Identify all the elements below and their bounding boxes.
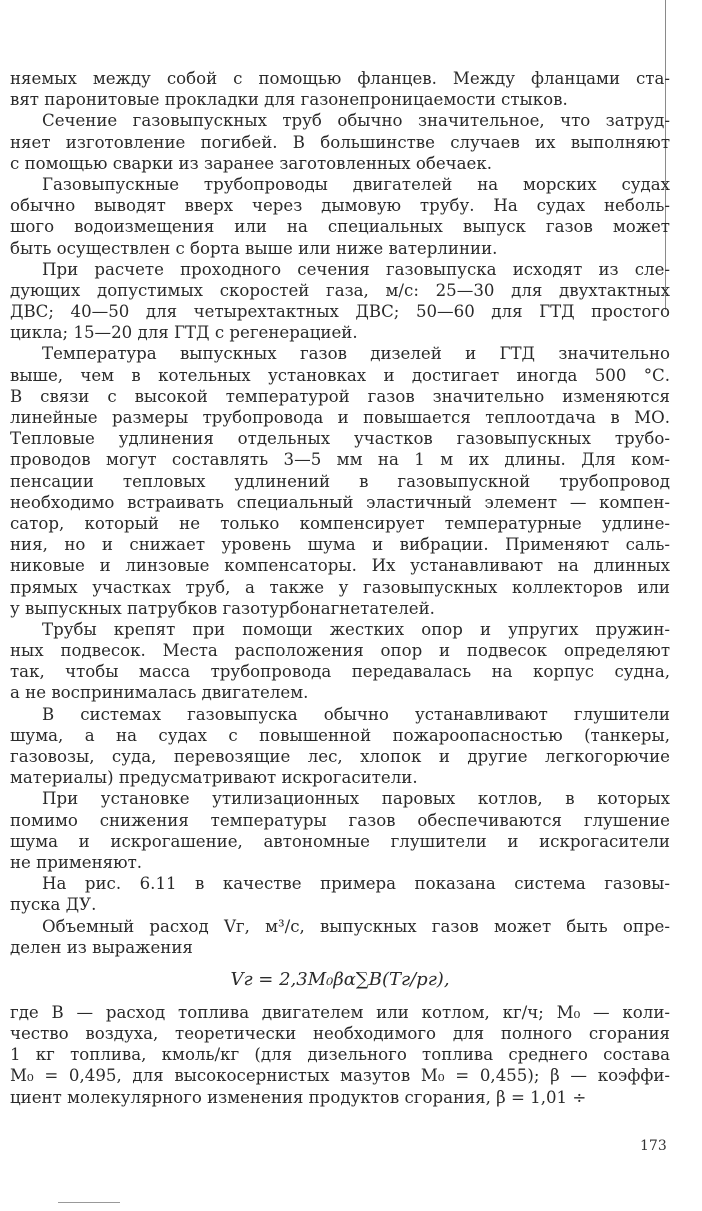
paragraph xyxy=(10,343,670,618)
text-line: пуска ДУ. xyxy=(10,895,97,915)
text-line: у выпускных патрубков газотурбонагнетателей. xyxy=(10,598,435,618)
paragraph xyxy=(10,873,670,915)
paragraph xyxy=(10,619,670,704)
text-line: где B — расход топлива двигателем или котлом, кг/ч; M₀ — коли- xyxy=(10,1002,670,1022)
text-line: Трубы крепят при помощи жестких опор и упругих пружин- xyxy=(42,619,670,639)
paragraph xyxy=(10,788,670,873)
paragraph-list xyxy=(10,68,670,958)
text-line: M₀ = 0,495, для высокосернистых мазутов M₀ = 0,455); β — коэффи- xyxy=(10,1066,670,1086)
paragraph xyxy=(10,916,670,958)
footer-rule xyxy=(58,1202,120,1203)
text-line: а не воспринималась двигателем. xyxy=(10,683,309,703)
text-line: газовозы, суда, перевозящие лес, хлопок и другие легкогорючие xyxy=(10,747,670,766)
text-line: делен из выражения xyxy=(10,937,193,957)
paragraph xyxy=(10,174,670,259)
text-line: Объемный расход Vг, м³/с, выпускных газов может быть опре- xyxy=(42,916,670,936)
text-line: шума, а на судах с повышенной пожароопасностью (танкеры, xyxy=(10,725,670,745)
text-line: Тепловые удлинения отдельных участков газовыпускных трубо- xyxy=(10,429,670,449)
text-line: прямых участках труб, а также у газовыпускных коллекторов или xyxy=(10,577,670,597)
paragraph xyxy=(10,68,670,110)
text-line: В системах газовыпуска обычно устанавливают глушители xyxy=(42,704,670,724)
page-number: 173 xyxy=(640,1138,667,1154)
formula-explanation xyxy=(10,1002,670,1108)
text-line: Газовыпускные трубопроводы двигателей на морских судах xyxy=(42,174,670,194)
text-line: Сечение газовыпускных труб обычно значительное, что затруд- xyxy=(42,111,670,131)
text-line: 1 кг топлива, кмоль/кг (для дизельного топлива среднего состава xyxy=(10,1045,670,1065)
text-line: ния, но и снижает уровень шума и вибрации. Применяют саль- xyxy=(10,535,670,555)
text-line: Температура выпускных газов дизелей и ГТД значительно xyxy=(42,344,670,364)
text-line: чество воздуха, теоретически необходимого для полного сгорания xyxy=(10,1024,670,1044)
text-line: не применяют. xyxy=(10,852,143,872)
paragraph xyxy=(10,704,670,789)
text-line: На рис. 6.11 в качестве примера показана система газовы- xyxy=(42,874,670,894)
text-line: проводов могут составлять 3—5 мм на 1 м их длины. Для ком- xyxy=(10,450,670,470)
text-line: При установке утилизационных паровых котлов, в которых xyxy=(42,789,670,809)
text-line: сатор, который не только компенсирует температурные удлине- xyxy=(10,513,670,533)
text-line: необходимо встраивать специальный эластичный элемент — компен- xyxy=(10,492,670,512)
text-line: выше, чем в котельных установках и достигает иногда 500 °С. xyxy=(10,365,670,385)
text-line: вят паронитовые прокладки для газонепроницаемости стыков. xyxy=(10,90,568,110)
text-line: циент молекулярного изменения продуктов сгорания, β = 1,01 ÷ xyxy=(10,1087,587,1107)
paragraph xyxy=(10,110,670,174)
formula: Vг = 2,3M₀βα∑B(Tг/pг), xyxy=(230,968,450,990)
text-line: линейные размеры трубопровода и повышается теплоотдача в МО. xyxy=(10,408,670,427)
body-text xyxy=(10,68,670,1108)
text-line: няет изготовление погибей. В большинстве случаев их выполняют xyxy=(10,132,670,152)
text-line: цикла; 15—20 для ГТД с регенерацией. xyxy=(10,323,358,343)
text-line: быть осуществлен с борта выше или ниже ватерлинии. xyxy=(10,238,498,258)
text-line: с помощью сварки из заранее заготовленных обечаек. xyxy=(10,153,492,173)
text-line: так, чтобы масса трубопровода передавалась на корпус судна, xyxy=(10,662,670,682)
text-line: никовые и линзовые компенсаторы. Их устанавливают на длинных xyxy=(10,556,670,576)
text-line: шого водоизмещения или на специальных выпуск газов может xyxy=(10,217,670,237)
text-line: материалы) предусматривают искрогасители. xyxy=(10,768,418,788)
text-line: помимо снижения температуры газов обеспечиваются глушение xyxy=(10,810,670,830)
text-line: няемых между собой с помощью фланцев. Между фланцами ста- xyxy=(10,69,670,88)
text-line: обычно выводят вверх через дымовую трубу. На судах неболь- xyxy=(10,196,670,216)
text-line: В связи с высокой температурой газов значительно изменяются xyxy=(10,386,670,406)
text-line: ных подвесок. Места расположения опор и подвесок определяют xyxy=(10,641,670,661)
paragraph xyxy=(10,259,670,344)
text-line: дующих допустимых скоростей газа, м/с: 25—30 для двухтактных xyxy=(10,280,670,300)
text-line: При расчете проходного сечения газовыпуска исходят из сле- xyxy=(42,259,670,279)
text-line: пенсации тепловых удлинений в газовыпускной трубопровод xyxy=(10,471,670,491)
text-line: шума и искрогашение, автономные глушители и искрогасители xyxy=(10,831,670,851)
paragraph xyxy=(10,1002,670,1108)
text-line: ДВС; 40—50 для четырехтактных ДВС; 50—60 для ГТД простого xyxy=(10,302,670,322)
